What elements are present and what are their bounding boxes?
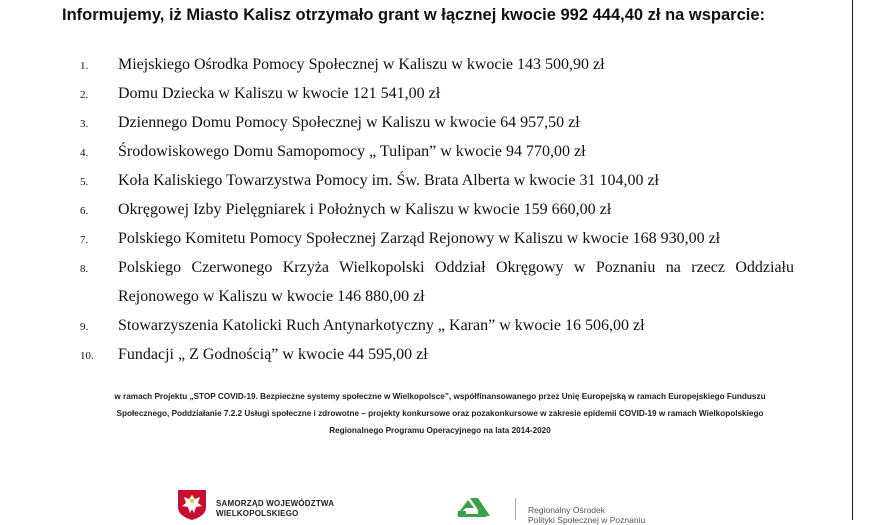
logo-left-line: SAMORZĄD WOJEWÓDZTWA <box>216 499 335 508</box>
list-number: 3. <box>80 118 89 130</box>
list-number: 6. <box>80 205 89 217</box>
footnote-line: Regionalnego Programu Operacyjnego na lata 2014-2020 <box>329 426 551 435</box>
footnote-line: w ramach Projektu „STOP COVID-19. Bezpieczne systemy społeczne w Wielkopolsce”, współfinansowanego przez Unię Europejską w ramach Europejskiego Funduszu <box>114 392 766 401</box>
page-heading: Informujemy, iż Miasto Kalisz otrzymało grant w łącznej kwocie 992 444,40 zł na wsparcie: <box>62 6 766 24</box>
grant-list <box>0 50 852 369</box>
list-text: Koła Kaliskiego Towarzystwa Pomocy im. Św. Brata Alberta w kwocie 31 104,00 zł <box>118 172 659 189</box>
logo-left-line: WIELKOPOLSKIEGO <box>216 509 299 518</box>
list-item <box>0 79 852 108</box>
list-text: Okręgowej Izby Pielęgniarek i Położnych w Kaliszu w kwocie 159 660,00 zł <box>118 201 612 218</box>
list-text: Miejskiego Ośrodka Pomocy Społecznej w Kaliszu w kwocie 143 500,90 zł <box>118 56 605 73</box>
list-text: Polskiego Czerwonego Krzyża Wielkopolski Oddział Okręgowy w Poznaniu na rzecz Oddziału Rejonowego w Kaliszu w kwocie 146 880,00 zł <box>118 259 794 305</box>
ropps-emblem-icon <box>452 494 492 520</box>
list-text: Stowarzyszenia Katolicki Ruch Antynarkotyczny „ Karan” w kwocie 16 506,00 zł <box>118 317 645 334</box>
list-text: Środowiskowego Domu Samopomocy „ Tulipan” w kwocie 94 770,00 zł <box>118 143 586 160</box>
list-number: 2. <box>80 89 89 101</box>
list-number: 10. <box>80 350 94 362</box>
project-footnote <box>50 388 830 439</box>
page-edge <box>852 0 853 520</box>
list-number: 7. <box>80 234 89 246</box>
list-text: Polskiego Komitetu Pomocy Społecznej Zarząd Rejonowy w Kaliszu w kwocie 168 930,00 zł <box>118 230 721 247</box>
list-text: Dziennego Domu Pomocy Społecznej w Kaliszu w kwocie 64 957,50 zł <box>118 114 580 131</box>
list-item <box>0 137 852 166</box>
list-item <box>0 108 852 137</box>
list-number: 8. <box>80 263 89 275</box>
list-item <box>0 224 852 253</box>
list-number: 5. <box>80 176 89 188</box>
list-number: 4. <box>80 147 89 159</box>
list-item <box>0 340 852 369</box>
list-item <box>0 50 852 79</box>
list-number: 1. <box>80 60 89 72</box>
list-text: Fundacji „ Z Godnością” w kwocie 44 595,00 zł <box>118 346 428 363</box>
logo-divider <box>515 498 516 520</box>
eagle-crest-icon <box>176 489 208 520</box>
list-item <box>0 253 852 311</box>
list-item <box>0 311 852 340</box>
logo-right-line: Regionalny Ośrodek <box>528 505 606 515</box>
logo-right-line: Polityki Społecznej w Poznaniu <box>528 515 646 525</box>
footnote-line: Społecznego, Poddziałanie 7.2.2 Usługi społeczne i zdrowotne – projekty konkursowe oraz pozakonkursowe w zakresie epidemii COVID-19 w ramach Wielkopolskiego <box>116 409 764 418</box>
list-text: Domu Dziecka w Kaliszu w kwocie 121 541,00 zł <box>118 85 441 102</box>
wielkopolska-logo <box>176 489 336 520</box>
ropps-logo-label <box>528 505 645 525</box>
list-item <box>0 166 852 195</box>
logo-left-label <box>216 499 334 519</box>
list-number: 9. <box>80 321 89 333</box>
list-item <box>0 195 852 224</box>
